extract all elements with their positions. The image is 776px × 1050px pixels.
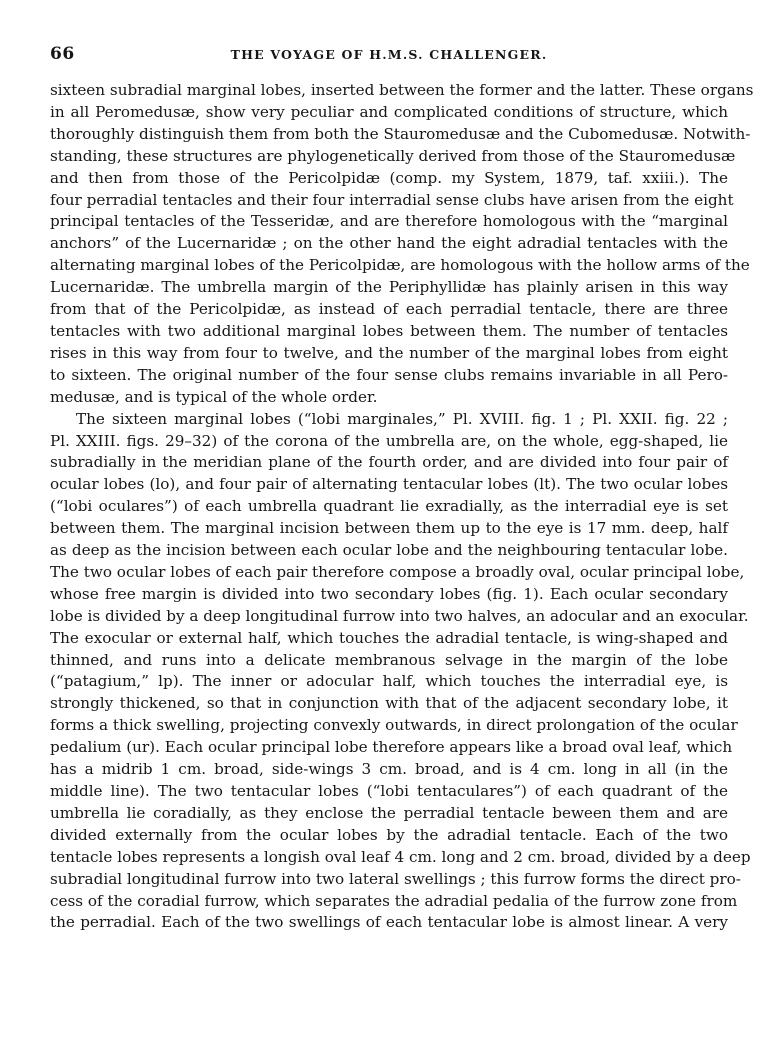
text-line: The two ocular lobes of each pair therefore compose a broadly oval, ocular principal lobe, [50,562,745,581]
text-line: principal tentacles of the Tesseridæ, and are therefore homologous with the “marginal [50,212,728,231]
text-line: anchors” of the Lucernaridæ ; on the other hand the eight adradial tentacles with the [50,234,728,253]
text-line: lobe is divided by a deep longitudinal furrow into two halves, an adocular and an exocular. [50,606,749,625]
text-line: thinned, and runs into a delicate membranous selvage in the margin of the lobe [50,650,728,669]
text-line: subradially in the meridian plane of the fourth order, and are divided into four pair of [50,453,728,472]
text-line: (“lobi oculares”) of each umbrella quadrant lie exradially, as the interradial eye is set [50,497,728,516]
text-line: has a midrib 1 cm. broad, side-wings 3 cm. broad, and is 4 cm. long in all (in the [50,760,728,779]
text-line: whose free margin is divided into two secondary lobes (fig. 1). Each ocular secondary [50,584,728,603]
text-line: as deep as the incision between each ocular lobe and the neighbouring tentacular lobe. [50,541,728,560]
text-line: umbrella lie coradially, as they enclose the perradial tentacle beween them and are [50,803,728,822]
text-line: four perradial tentacles and their four interradial sense clubs have arisen from the eight [50,190,734,209]
text-line: the perradial. Each of the two swellings of each tentacular lobe is almost linear. A very [50,913,728,932]
text-line: alternating marginal lobes of the Pericolpidæ, are homologous with the hollow arms of the [50,256,750,275]
text-line: subradial longitudinal furrow into two lateral swellings ; this furrow forms the direct pro- [50,869,741,888]
text-line: to sixteen. The original number of the four sense clubs remains invariable in all Pero- [50,365,728,384]
body-text [50,80,754,934]
text-line: medusæ, and is typical of the whole order. [50,387,378,406]
text-line: standing, these structures are phylogenetically derived from those of the Stauromedusæ [50,146,736,165]
paragraph-2 [50,409,751,935]
text-line: The exocular or external half, which touches the adradial tentacle, is wing-shaped and [50,628,728,647]
text-line: tentacles with two additional marginal lobes between them. The number of tentacles [50,321,728,340]
text-line: forms a thick swelling, projecting convexly outwards, in direct prolongation of the ocular [50,716,738,735]
text-line: middle line). The two tentacular lobes (“lobi tentaculares”) of each quadrant of the [50,782,728,800]
text-line: strongly thickened, so that in conjunction with that of the adjacent secondary lobe, it [50,694,728,713]
text-line: divided externally from the ocular lobes by the adradial tentacle. Each of the two [50,825,728,844]
running-title: THE VOYAGE OF H.M.S. CHALLENGER. [230,47,548,62]
text-line: sixteen subradial marginal lobes, inserted between the former and the latter. These organs [50,81,754,99]
text-line: Lucernaridæ. The umbrella margin of the Periphyllidæ has plainly arisen in this way [50,278,728,297]
text-line: rises in this way from four to twelve, and the number of the marginal lobes from eight [50,343,728,362]
text-line: between them. The marginal incision between them up to the eye is 17 mm. deep, half [50,519,728,538]
text-line: from that of the Pericolpidæ, as instead of each perradial tentacle, there are three [50,300,728,319]
text-line: (“patagium,” lp). The inner or adocular half, which touches the interradial eye, is [50,672,728,691]
text-line: Pl. XXIII. figs. 29–32) of the corona of the umbrella are, on the whole, egg-shaped, lie [50,431,728,450]
page-number: 66 [50,44,75,64]
text-line: cess of the coradial furrow, which separates the adradial pedalia of the furrow zone from [50,891,738,910]
text-line: tentacle lobes represents a longish oval leaf 4 cm. long and 2 cm. broad, divided by a deep [50,847,751,866]
text-line: in all Peromedusæ, show very peculiar and complicated conditions of structure, which [50,102,728,121]
text-line: thoroughly distinguish them from both the Stauromedusæ and the Cubomedusæ. Notwith- [50,124,751,143]
page-header [50,44,728,66]
paragraph-1 [50,80,754,409]
text-line: pedalium (ur). Each ocular principal lobe therefore appears like a broad oval leaf, which [50,738,733,757]
text-line: ocular lobes (lo), and four pair of alternating tentacular lobes (lt). The two ocular lobes [50,475,728,494]
text-line: The sixteen marginal lobes (“lobi marginales,” Pl. XVIII. fig. 1 ; Pl. XXII. fig. 22 ; [76,409,728,428]
text-line: and then from those of the Pericolpidæ (comp. my System, 1879, taf. xxiii.). The [50,168,728,187]
